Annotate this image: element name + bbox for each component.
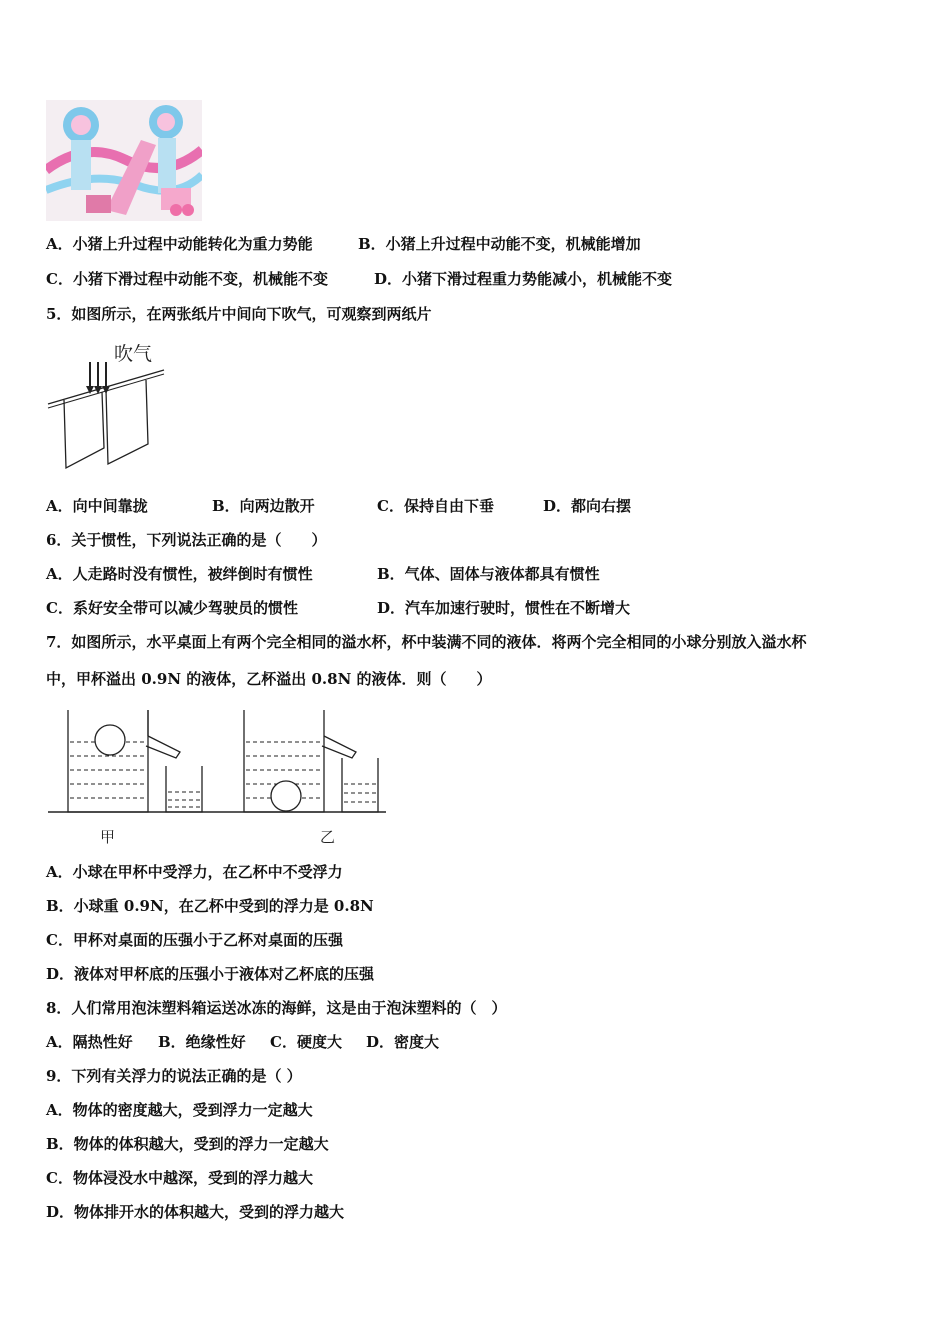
label-jia: 甲	[100, 828, 116, 846]
q8-option-a: A．隔热性好	[46, 1033, 133, 1051]
q9-option-b: B．物体的体积越大，受到的浮力一定越大	[46, 1135, 329, 1153]
q5-stem: 5．如图所示，在两张纸片中间向下吹气，可观察到两纸片	[46, 305, 432, 323]
q7-stem-line2: 中，甲杯溢出 0.9N 的液体，乙杯溢出 0.8N 的液体．则（ ）	[46, 670, 492, 688]
q4-option-a: A．小猪上升过程中动能转化为重力势能	[46, 235, 313, 253]
q4-option-d: D．小猪下滑过程重力势能减小，机械能不变	[374, 270, 673, 288]
q7-stem-line1: 7．如图所示，水平桌面上有两个完全相同的溢水杯，杯中装满不同的液体．将两个完全相同的小球分别放入溢水杯	[46, 633, 807, 651]
q9-option-c: C．物体浸没水中越深，受到的浮力越大	[46, 1169, 313, 1187]
q5-option-b: B．向两边散开	[212, 497, 315, 515]
q4-option-c: C．小猪下滑过程中动能不变，机械能不变	[46, 270, 328, 288]
q5-option-a: A．向中间靠拢	[46, 497, 148, 515]
q8-option-d: D．密度大	[366, 1033, 440, 1051]
q6-option-d: D．汽车加速行驶时，惯性在不断增大	[377, 599, 631, 617]
q9-option-d: D．物体排开水的体积越大，受到的浮力越大	[46, 1203, 345, 1221]
cup-jia	[68, 710, 202, 812]
blow-label: 吹气	[114, 343, 153, 365]
q5-option-d: D．都向右摆	[543, 497, 632, 515]
q5-paper-figure	[46, 340, 196, 475]
q6-option-c: C．系好安全带可以减少驾驶员的惯性	[46, 599, 298, 617]
q9-stem: 9．下列有关浮力的说法正确的是（ ）	[46, 1067, 302, 1085]
label-yi: 乙	[320, 828, 336, 846]
cup-yi	[244, 710, 378, 812]
q8-stem: 8．人们常用泡沫塑料箱运送冰冻的海鲜，这是由于泡沫塑料的（ ）	[46, 999, 507, 1017]
q8-option-c: C．硬度大	[270, 1033, 342, 1051]
q7-option-c: C．甲杯对桌面的压强小于乙杯对桌面的压强	[46, 931, 343, 949]
q9-option-a: A．物体的密度越大，受到浮力一定越大	[46, 1101, 313, 1119]
q6-stem: 6．关于惯性，下列说法正确的是（ ）	[46, 531, 327, 549]
q6-option-a: A．人走路时没有惯性，被绊倒时有惯性	[46, 565, 313, 583]
pig-slide-toy-photo	[46, 100, 202, 221]
q4-option-b: B．小猪上升过程中动能不变，机械能增加	[358, 235, 641, 253]
q7-overflow-cups-figure	[46, 706, 396, 851]
q6-option-b: B．气体、固体与液体都具有惯性	[377, 565, 600, 583]
q7-option-d: D．液体对甲杯底的压强小于液体对乙杯底的压强	[46, 965, 375, 983]
q5-option-c: C．保持自由下垂	[377, 497, 494, 515]
q7-option-a: A．小球在甲杯中受浮力，在乙杯中不受浮力	[46, 863, 343, 881]
q8-option-b: B．绝缘性好	[158, 1033, 246, 1051]
q7-option-b: B．小球重 0.9N，在乙杯中受到的浮力是 0.8N	[46, 897, 374, 915]
